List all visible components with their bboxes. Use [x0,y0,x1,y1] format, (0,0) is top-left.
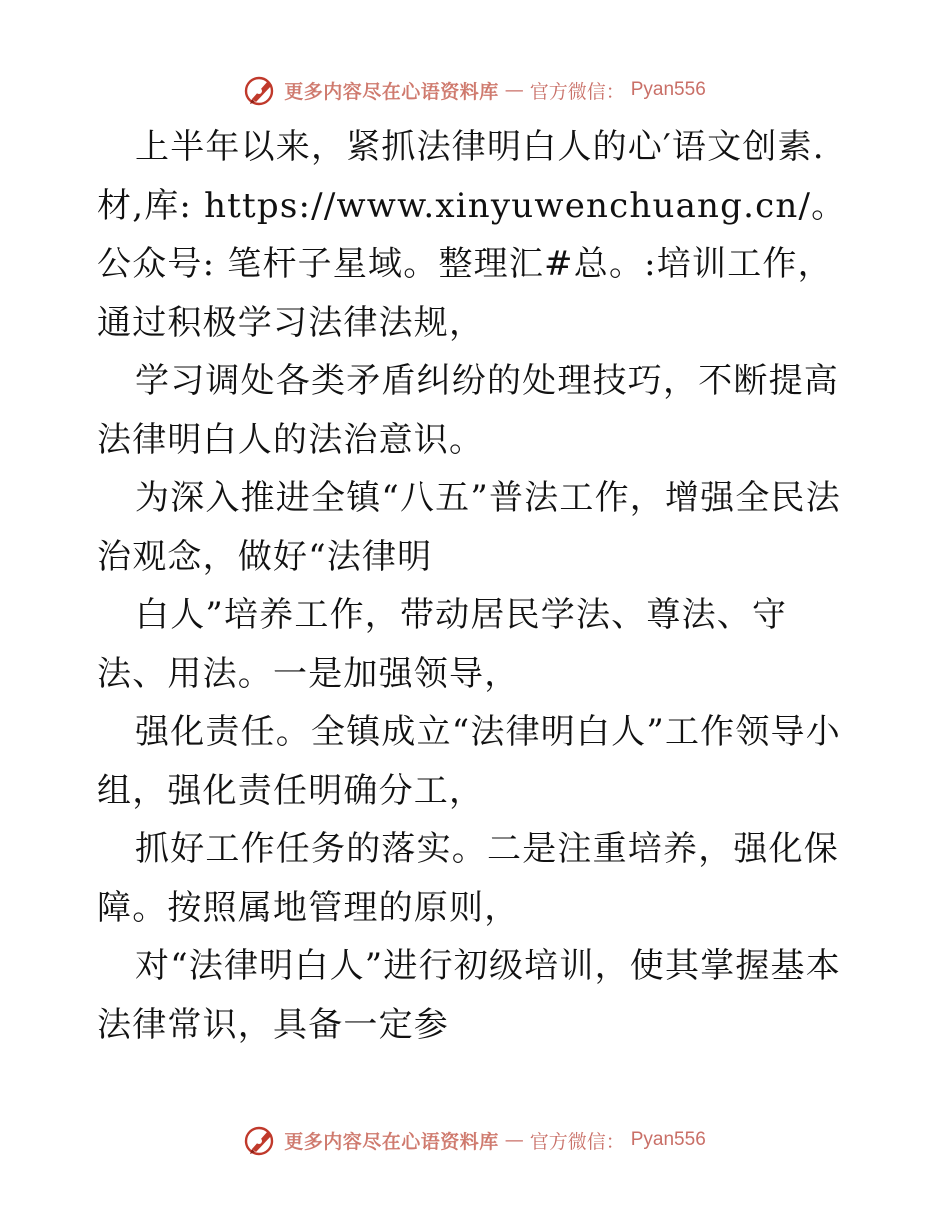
banner-wechat-id: Pyan556 [630,79,706,100]
banner-site-text: 更多内容尽在心语资料库 [284,1130,499,1153]
paragraph-3: 为深入推进全镇“八五”普法工作，增强全民法治观念，做好“法律明 [97,478,841,577]
paragraph-6: 抓好工作任务的落实。二是注重培养，强化保障。按照属地管理的原则， [97,829,839,928]
document-body [97,118,857,1054]
pen-logo-icon [244,73,278,107]
footer-banner [0,1120,950,1160]
banner-wechat-label: 官方微信： [529,1130,625,1153]
banner-wechat-label: 官方微信： [529,80,625,103]
paragraph-1: 上半年以来，紧抓法律明白人的心′语文创素.材,库: https://www.xinyuwenchuang.cn/。公众号: 笔杆子星域。整理汇#总。:培训工作，通过积极学习法律法规， [97,127,847,343]
banner-wechat-id: Pyan556 [630,1129,706,1150]
banner-separator: — [504,79,524,101]
header-banner [0,70,950,110]
paragraph-2: 学习调处各类矛盾纠纷的处理技巧，不断提高法律明白人的法治意识。 [97,361,839,460]
pen-logo-icon [244,1123,278,1157]
paragraph-4: 白人”培养工作，带动居民学法、尊法、守法、用法。一是加强领导， [97,595,788,694]
paragraph-7: 对“法律明白人”进行初级培训，使其掌握基本法律常识，具备一定参 [97,946,841,1045]
banner-site-text: 更多内容尽在心语资料库 [284,80,499,103]
banner-separator: — [504,1129,524,1151]
paragraph-5: 强化责任。全镇成立“法律明白人”工作领导小组，强化责任明确分工， [97,712,841,811]
